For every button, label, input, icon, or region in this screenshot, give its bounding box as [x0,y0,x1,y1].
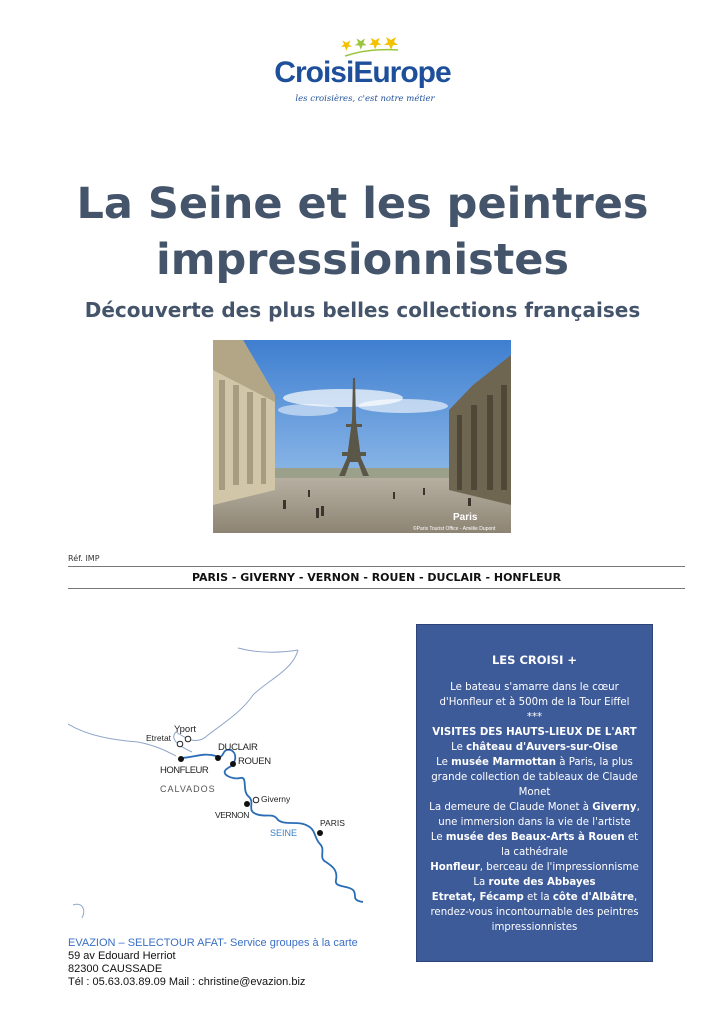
agency-footer [68,937,358,989]
map-label-paris: PARIS [320,818,345,828]
croisi-heading: LES CROISI + [491,653,578,667]
route-bar: PARIS - GIVERNY - VERNON - ROUEN - DUCLAIR - HONFLEUR [68,566,685,589]
map-label-giverny: Giverny [261,794,291,804]
croisi-line-abbayes: La route des Abbayes [473,877,596,888]
croisi-line-honfleur: Honfleur, berceau de l'impressionnisme [430,862,639,873]
croisi-plus-box [416,624,653,962]
map-label-rouen: ROUEN [238,756,271,767]
croisi-visits-heading: VISITES DES HAUTS-LIEUX DE L'ART [432,727,637,738]
logo-tagline: les croisières, c'est notre métier [295,94,435,104]
page-subtitle: Découverte des plus belles collections françaises [84,298,641,322]
map-label-seine: SEINE [270,828,298,838]
agency-address-city: 82300 CAUSSADE [68,963,163,975]
reference: Réf. IMP [68,554,100,563]
logo-brand: CroisiEurope [274,56,451,89]
agency-name: EVAZION – SELECTOUR AFAT- Service groupes à la carte [68,937,358,949]
paris-photo [213,340,511,533]
croisi-line-auvers: Le château d'Auvers-sur-Oise [451,742,618,753]
stars-icon [340,36,400,58]
agency-address-street: 59 av Edouard Herriot [68,950,176,962]
photo-caption: Paris [453,512,478,523]
map-label-honfleur: HONFLEUR [160,765,209,776]
map-label-duclair: DUCLAIR [218,742,258,753]
map-label-vernon: VERNON [215,810,249,820]
croisi-line-rouen: Le musée des Beaux-Arts à Rouen et la cathédrale [430,832,639,858]
croisi-line-etretat: Etretat, Fécamp et la côte d'Albâtre, rendez-vous incontournable des peintres impressionnistes [430,892,639,933]
coastline [68,648,298,918]
croisi-line-giverny: La demeure de Claude Monet à Giverny, une immersion dans la vie de l'artiste [429,802,640,828]
photo-credit: ©Paris Tourist Office - Amélie Dupont [413,526,496,532]
map-label-calvados: CALVADOS [160,784,216,794]
croisi-stars: *** [526,712,543,723]
croisi-line-mooring: Le bateau s'amarre dans le cœur d'Honfleur et à 500m de la Tour Eiffel [439,682,630,708]
page-title: La Seine et les peintres impressionnistes [76,179,649,285]
agency-contact: Tél : 05.63.03.89.09 Mail : christine@evazion.biz [68,976,306,988]
croisieurope-logo [270,36,455,116]
map-label-yport: Yport [174,724,197,735]
map-label-etretat: Etretat [146,733,172,743]
croisi-line-marmottan: Le musée Marmottan à Paris, la plus grande collection de tableaux de Claude Monet [431,757,638,798]
route-map [68,640,368,930]
